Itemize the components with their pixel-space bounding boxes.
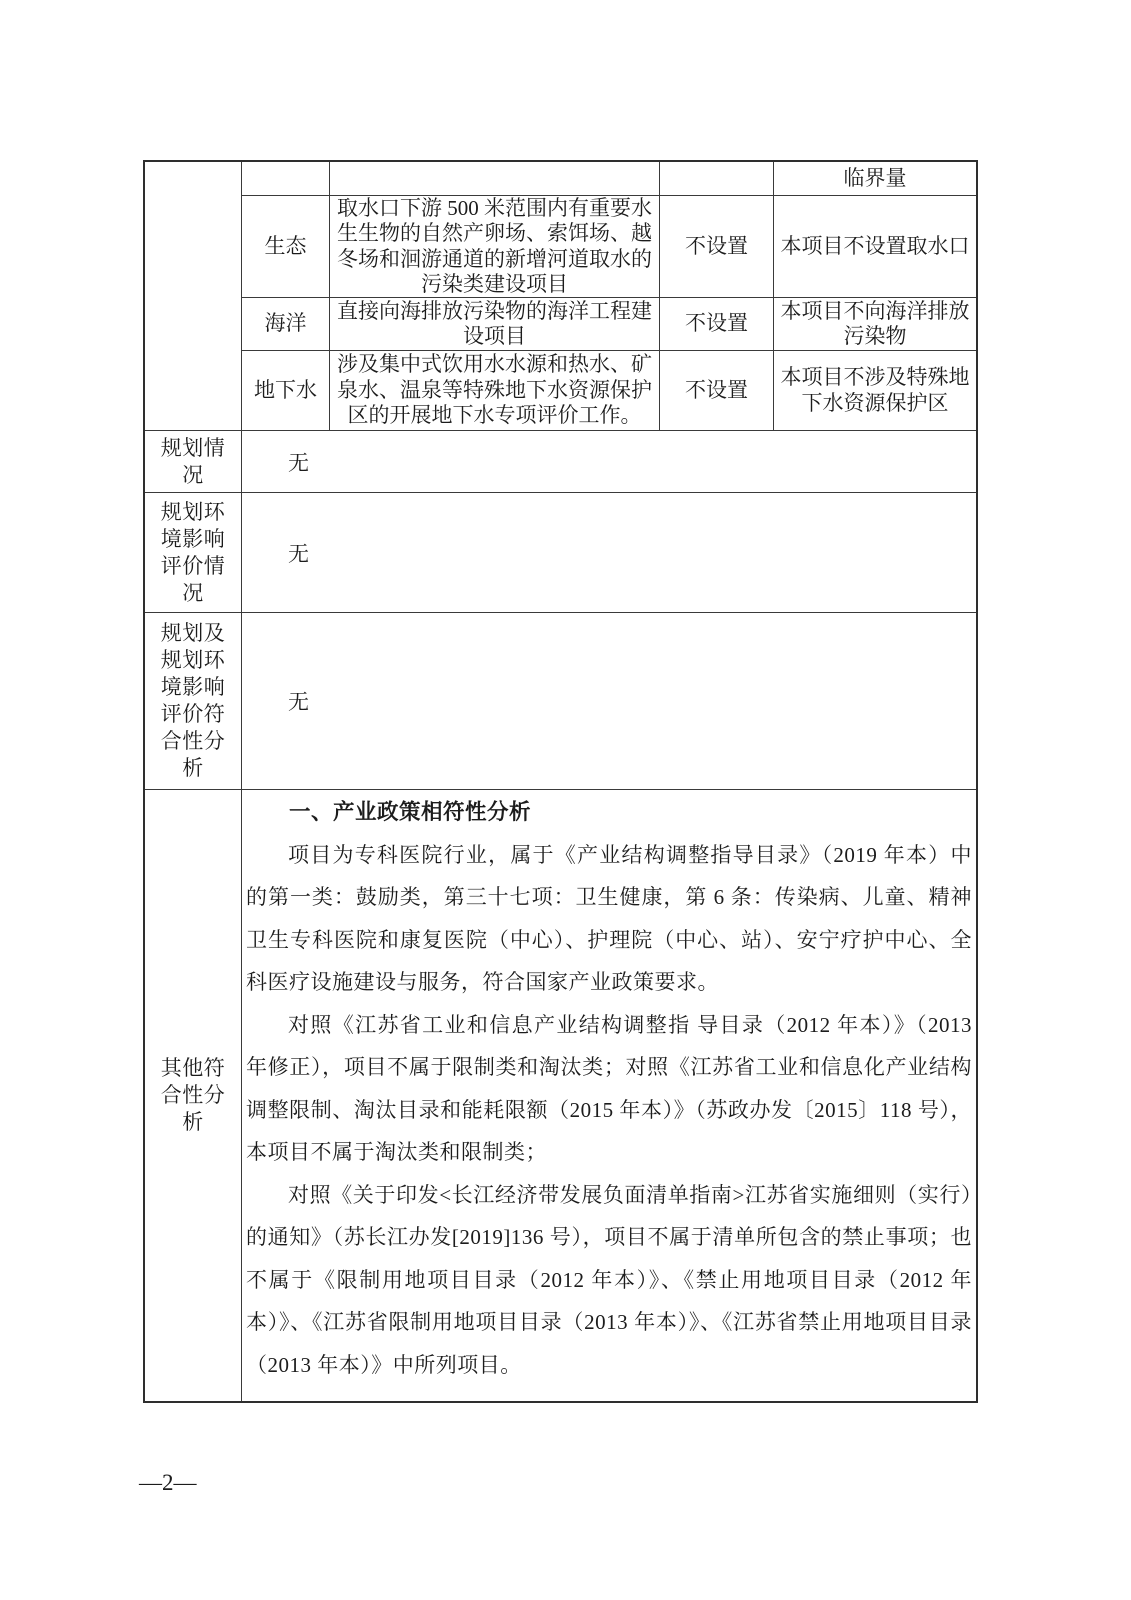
table-row-other-conformity-analysis (145, 789, 976, 1401)
groundwater-value: 本项目不涉及特殊地下水资源保护区 (780, 365, 970, 415)
table-row-ecology (242, 195, 976, 297)
ecology-setting: 不设置 (660, 196, 774, 297)
row-header-label: 规划环境影响评价情况 (160, 499, 226, 605)
ocean-value: 本项目不向海洋排放污染物 (780, 298, 970, 348)
row-label-ocean: 海洋 (242, 298, 330, 350)
partial-cell-empty (242, 162, 330, 195)
planning-conformity-value: 无 (288, 690, 309, 714)
assessment-table (143, 160, 978, 1403)
water-intake-subtable (242, 162, 976, 430)
industrial-policy-heading: 一、产业政策相符性分析 (289, 800, 532, 824)
row-label-groundwater: 地下水 (242, 351, 330, 430)
planning-status-value: 无 (288, 450, 309, 475)
row-label-ecology: 生态 (242, 196, 330, 297)
ocean-description: 直接向海排放污染物的海洋工程建设项目 (330, 298, 660, 350)
table-row-ocean (242, 297, 976, 350)
other-conformity-content (242, 790, 976, 1401)
partial-cell-empty (330, 162, 660, 195)
row-header-label: 其他符合性分析 (160, 1056, 226, 1134)
row-header-planning-status (145, 431, 242, 492)
row-header-planning-conformity (145, 613, 242, 789)
ecology-value: 本项目不设置取水口 (780, 233, 970, 258)
table-row-planning-eia-status (145, 492, 976, 612)
policy-paragraph-1: 项目为专科医院行业，属于《产业结构调整指导目录》（2019 年本）中的第一类：鼓励类，第三十七项：卫生健康，第 6 条：传染病、儿童、精神卫生专科医院和康复医院（中心）、护理院（中心、站）、安宁疗护中心、全科医疗设施建设与服务，符合国家产业政策要求。 (246, 842, 972, 994)
table-row-water-intake-block (145, 162, 976, 430)
table-row-planning-conformity-analysis (145, 612, 976, 789)
policy-paragraph-2: 对照《江苏省工业和信息产业结构调整指 导目录（2012 年本）》（2013 年修正），项目不属于限制类和淘汰类；对照《江苏省工业和信息化产业结构调整限制、淘汰目录和能耗限额（2015 年本）》（苏政办发〔2015〕118 号），本项目不属于淘汰类和限制类； (246, 1012, 972, 1164)
row-header-label: 规划及规划环境影响评价符合性分析 (160, 621, 226, 780)
ocean-setting: 不设置 (660, 298, 774, 350)
planning-eia-status-value: 无 (288, 541, 309, 566)
partial-cell-empty (660, 162, 774, 195)
table-row-groundwater (242, 350, 976, 430)
row-header-empty-cell (145, 162, 242, 430)
subtable-partial-header-row (242, 162, 976, 195)
policy-paragraph-3: 对照《关于印发<长江经济带发展负面清单指南>江苏省实施细则（实行）的通知》（苏长江办发[2019]136 号），项目不属于清单所包含的禁止事项；也不属于《限制用地项目目录（2012 年本）》、《禁止用地项目目录（2012 年本）》、《江苏省限制用地项目目录（2013 年本）》、《江苏省禁止用地项目目录（2013 年本）》中所列项目。 (246, 1182, 972, 1377)
groundwater-setting: 不设置 (660, 351, 774, 430)
page-number: —2— (139, 1470, 197, 1495)
groundwater-description: 涉及集中式饮用水水源和热水、矿泉水、温泉等特殊地下水资源保护区的开展地下水专项评价工作。 (330, 351, 660, 430)
ecology-description: 取水口下游 500 米范围内有重要水生生物的自然产卵场、索饵场、越冬场和洄游通道的新增河道取水的污染类建设项目 (330, 196, 660, 297)
table-row-planning-status (145, 430, 976, 492)
row-header-planning-eia-status (145, 493, 242, 612)
row-header-label: 规划情况 (160, 435, 226, 487)
row-header-other-conformity (145, 790, 242, 1401)
column-header-critical-quantity: 临界量 (843, 165, 907, 190)
